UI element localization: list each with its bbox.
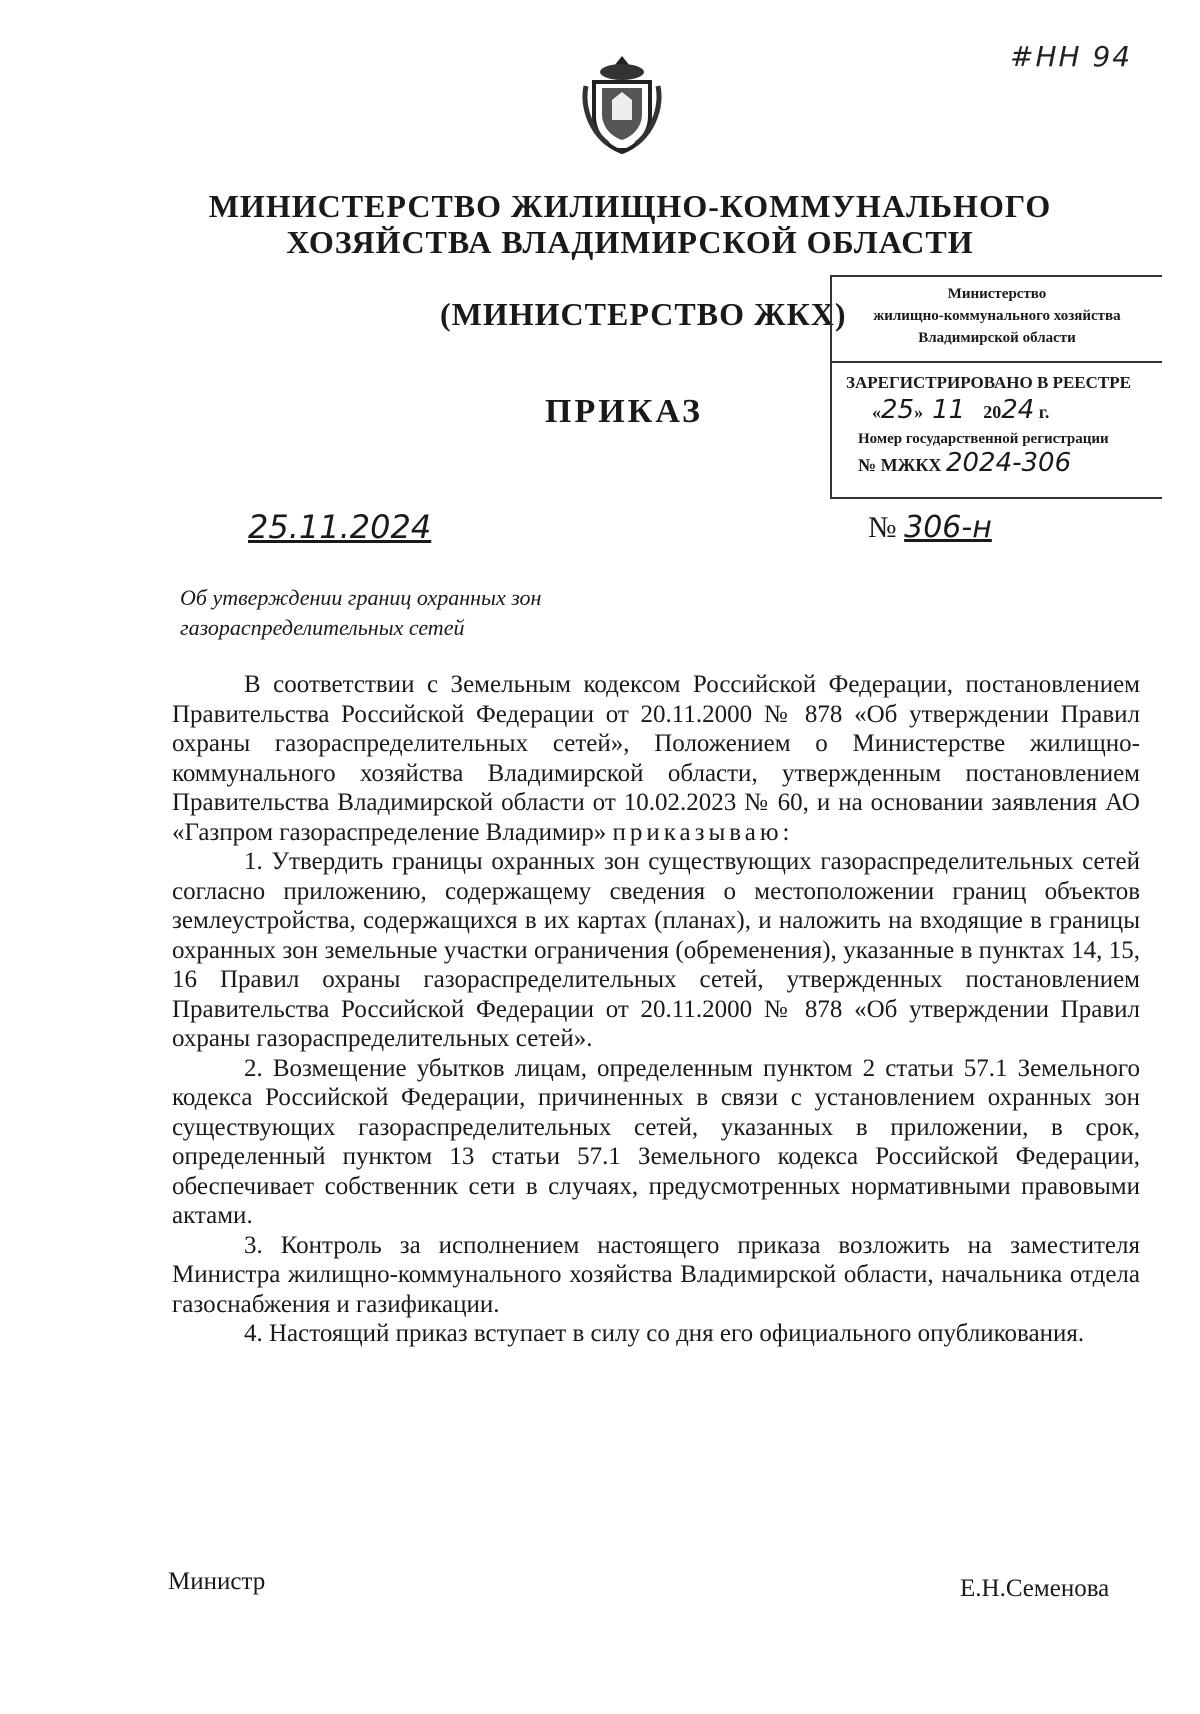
body-item-4: 4. Настоящий приказ вступает в силу со дня его официального опубликования. bbox=[244, 1320, 1085, 1347]
body-intro-text: В соответствии с Земельным кодексом Российской Федерации, постановлением Правительства Российской Федерации от 20.11.2000 № 878 «Об утверждении Правил охраны газораспределительных сетей», Положением о Министерстве жилищно-коммунального хозяйства Владимирской области, утвержденным постановлением Правительства Владимирской области от 10.02.2023 № 60, и на основании заявления АО «Газпром газораспределение Владимир» bbox=[172, 671, 1140, 846]
signature-position: Министр bbox=[168, 1568, 266, 1595]
stamp-org-line2: жилищно-коммунального хозяйства bbox=[873, 308, 1121, 324]
body-intro bbox=[172, 670, 1140, 847]
coat-of-arms-icon bbox=[580, 52, 664, 156]
ministry-name bbox=[0, 188, 1200, 260]
order-number-value: 306-н bbox=[904, 510, 992, 545]
order-number bbox=[868, 510, 992, 545]
body-item-2: 2. Возмещение убытков лицам, определенным пунктом 2 статьи 57.1 Земельного кодекса Российской Федерации, причиненных в связи с установлением охранных зон существующих газораспределительных сетей, указанных в приложении, в срок, определенный пунктом 13 статьи 57.1 Земельного кодекса Российской Федерации, обеспечивает собственник сети в случаях, предусмотренных нормативными правовыми актами. bbox=[172, 1054, 1140, 1229]
body-item-3: 3. Контроль за исполнением настоящего приказа возложить на заместителя Министра жилищно-коммунального хозяйства Владимирской области, начальника отдела газоснабжения и газификации. bbox=[172, 1231, 1140, 1318]
stamp-date: «25» 11 2024 г. bbox=[872, 395, 1050, 425]
stamp-day: 25 bbox=[881, 395, 915, 425]
subject-line1: Об утверждении границ охранных зон bbox=[180, 585, 542, 610]
subject-line2: газораспределительных сетей bbox=[180, 615, 465, 640]
stamp-reg-number-title: Номер государственной регистрации bbox=[858, 431, 1109, 447]
stamp-year-end: г. bbox=[1038, 402, 1050, 422]
registration-stamp bbox=[830, 275, 1162, 499]
stamp-org-line3: Владимирской области bbox=[918, 330, 1076, 346]
stamp-month: 11 bbox=[932, 395, 966, 425]
stamp-organization bbox=[832, 277, 1162, 363]
order-number-prefix: № bbox=[868, 511, 897, 544]
stamp-reg-number-value: 2024-306 bbox=[945, 448, 1072, 478]
stamp-year-prefix: 20 bbox=[983, 402, 1002, 422]
handwritten-note: #НН 94 bbox=[1010, 40, 1133, 73]
body-intro-command: приказываю: bbox=[612, 818, 794, 846]
signature-name: Е.Н.Семенова bbox=[960, 1575, 1110, 1602]
stamp-reg-number-prefix: № МЖКХ bbox=[858, 455, 942, 475]
order-subject bbox=[180, 583, 541, 643]
order-body bbox=[172, 670, 1140, 1349]
ministry-name-line1: МИНИСТЕРСТВО ЖИЛИЩНО-КОММУНАЛЬНОГО bbox=[208, 188, 1052, 224]
ministry-short-name: (МИНИСТЕРСТВО ЖКХ) bbox=[440, 296, 847, 332]
body-item-1: 1. Утвердить границы охранных зон существующих газораспределительных сетей согласно приложению, содержащему сведения о местоположении границ объектов землеустройства, содержащихся в их картах (планах), и наложить на входящие в границы охранных зон земельные участки ограничения (обременения), указанные в пунктах 14, 15, 16 Правил охраны газораспределительных сетей, утвержденных постановлением Правительства Российской Федерации от 20.11.2000 № 878 «Об утверждении Правил охраны газораспределительных сетей». bbox=[172, 848, 1140, 1052]
order-date: 25.11.2024 bbox=[248, 508, 432, 546]
document-type: ПРИКАЗ bbox=[545, 393, 703, 430]
stamp-reg-number bbox=[832, 448, 1162, 478]
stamp-org-line1: Министерство bbox=[947, 286, 1047, 302]
stamp-registered: ЗАРЕГИСТРИРОВАНО В РЕЕСТРЕ bbox=[846, 373, 1131, 392]
ministry-name-line2: ХОЗЯЙСТВА ВЛАДИМИРСКОЙ ОБЛАСТИ bbox=[286, 224, 974, 260]
stamp-year-suffix: 24 bbox=[1001, 395, 1035, 425]
